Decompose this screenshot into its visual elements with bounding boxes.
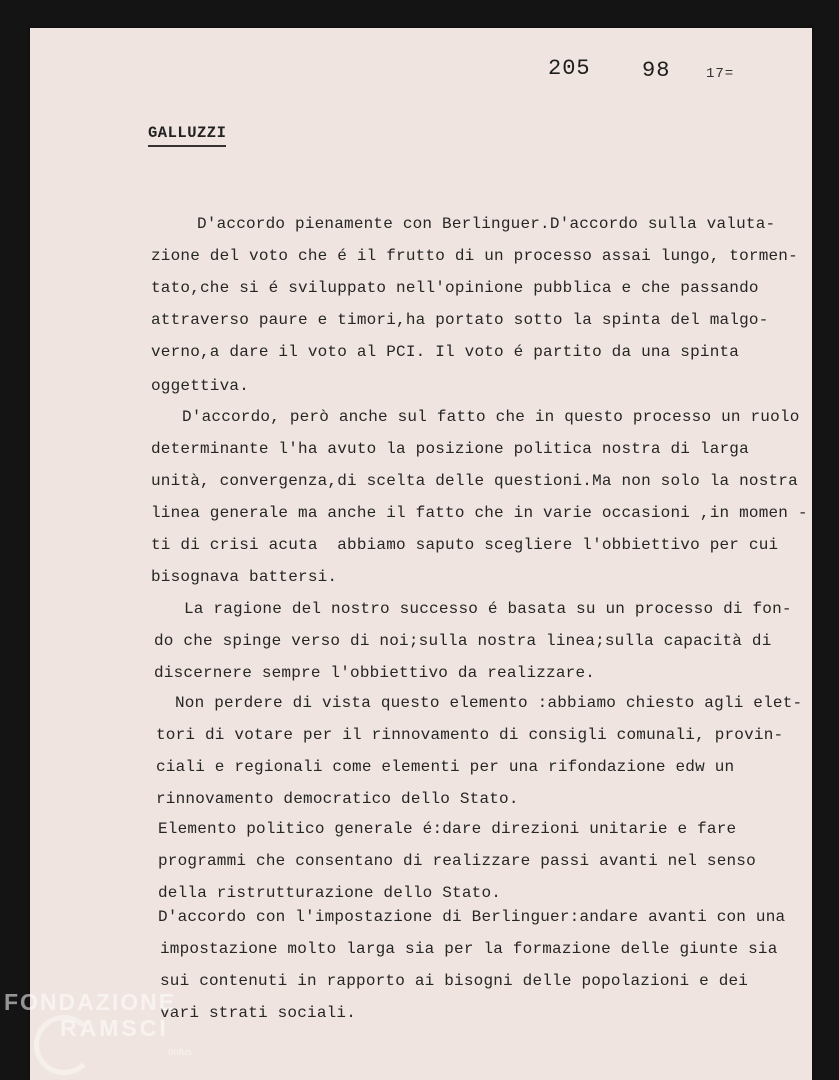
- document-page: [30, 28, 812, 1080]
- text-line: della ristrutturazione dello Stato.: [158, 884, 502, 902]
- document-title: GALLUZZI: [148, 124, 226, 147]
- text-line: vari strati sociali.: [160, 1004, 357, 1022]
- text-line: Non perdere di vista questo elemento :abbiamo chiesto agli elet-: [175, 694, 803, 712]
- text-line: sui contenuti in rapporto ai bisogni delle popolazioni e dei: [160, 972, 749, 990]
- text-line: ciali e regionali come elementi per una rifondazione edw un: [156, 758, 735, 776]
- page-number-17: 17=: [706, 66, 735, 82]
- text-line: tori di votare per il rinnovamento di consigli comunali, provin-: [156, 726, 784, 744]
- text-line: attraverso paure e timori,ha portato sotto la spinta del malgo-: [151, 311, 769, 329]
- text-line: determinante l'ha avuto la posizione politica nostra di larga: [151, 440, 749, 458]
- page-number-98: 98: [642, 58, 671, 83]
- text-line: oggettiva.: [151, 377, 250, 395]
- text-line: D'accordo con l'impostazione di Berlinguer:andare avanti con una: [158, 908, 786, 926]
- text-line: La ragione del nostro successo é basata su un processo di fon-: [184, 600, 792, 618]
- text-line: tato,che si é sviluppato nell'opinione pubblica e che passando: [151, 279, 759, 297]
- text-line: zione del voto che é il frutto di un processo assai lungo, tormen-: [151, 247, 798, 265]
- text-line: do che spinge verso di noi;sulla nostra linea;sulla capacità di: [154, 632, 772, 650]
- text-line: linea generale ma anche il fatto che in varie occasioni ,in momen -: [151, 504, 808, 522]
- fondazione-gramsci-watermark: [0, 985, 240, 1080]
- watermark-line3: onlus: [168, 1047, 192, 1058]
- text-line: impostazione molto larga sia per la formazione delle giunte sia: [160, 940, 778, 958]
- text-line: D'accordo, però anche sul fatto che in questo processo un ruolo: [182, 408, 800, 426]
- watermark-line2: RAMSCI: [60, 1015, 169, 1041]
- text-line: discernere sempre l'obbiettivo da realizzare.: [154, 664, 596, 682]
- text-line: ti di crisi acuta abbiamo saputo scegliere l'obbiettivo per cui: [151, 536, 779, 554]
- text-line: verno,a dare il voto al PCI. Il voto é partito da una spinta: [151, 343, 740, 361]
- text-line: bisognava battersi.: [151, 568, 338, 586]
- text-line: D'accordo pienamente con Berlinguer.D'accordo sulla valuta-: [197, 215, 776, 233]
- text-line: rinnovamento democratico dello Stato.: [156, 790, 519, 808]
- text-line: programmi che consentano di realizzare passi avanti nel senso: [158, 852, 756, 870]
- watermark-line1: FONDAZIONE: [4, 989, 177, 1015]
- page-number-205: 205: [548, 56, 591, 81]
- text-line: Elemento politico generale é:dare direzioni unitarie e fare: [158, 820, 737, 838]
- text-line: unità, convergenza,di scelta delle questioni.Ma non solo la nostra: [151, 472, 798, 490]
